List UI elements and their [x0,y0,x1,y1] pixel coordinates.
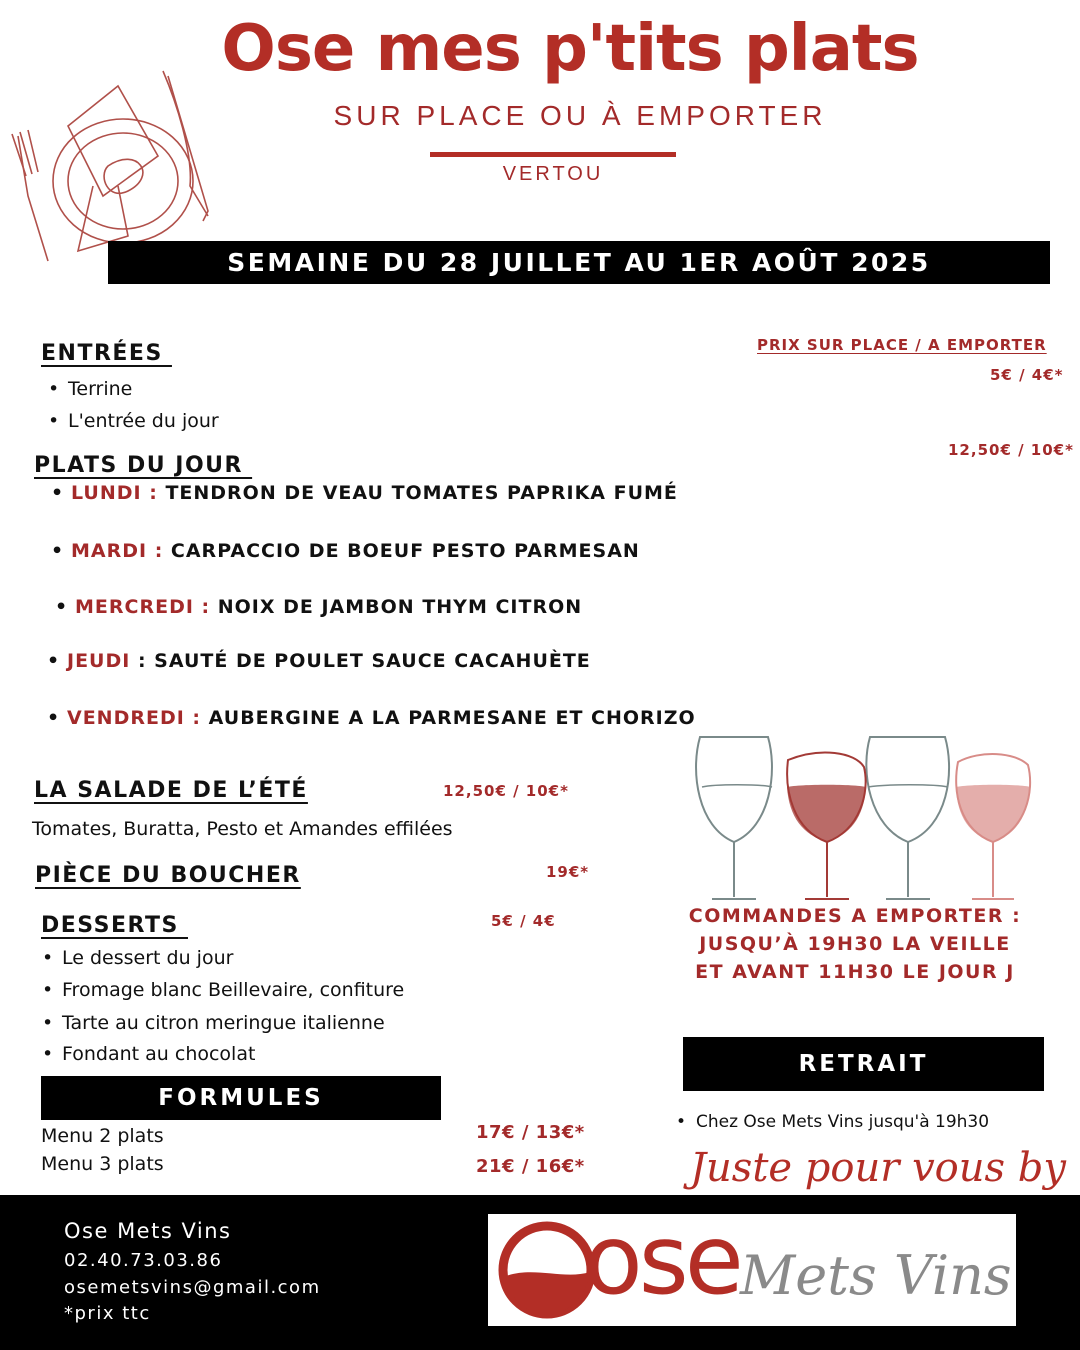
formule-label: Menu 2 plats [41,1125,164,1147]
footer-name: Ose Mets Vins [64,1219,232,1243]
day-dish: NOIX DE JAMBON THYM CITRON [210,596,583,618]
day-dish: AUBERGINE A LA PARMESANE ET CHORIZO [201,707,696,729]
day-wednesday [75,596,582,618]
boucher-heading: PIÈCE DU BOUCHER [35,863,301,888]
formules-heading: FORMULES [158,1085,324,1111]
entrees-price: 5€ / 4€* [990,366,1064,384]
plats-price: 12,50€ / 10€* [948,441,1074,459]
day-label: VENDREDI : [67,707,202,729]
day-label: JEUDI [67,650,131,672]
footer-note: *prix ttc [64,1303,151,1324]
day-friday [67,707,696,729]
formule-price: 17€ / 13€* [476,1122,585,1143]
day-label: LUNDI : [71,482,158,504]
tagline-script: Juste pour vous by [690,1145,1066,1191]
day-monday [71,482,678,504]
day-tuesday [71,540,640,562]
salade-heading: LA SALADE DE L’ÉTÉ [34,778,308,803]
day-label: MERCREDI : [75,596,211,618]
takeaway-line: JUSQU’À 19H30 LA VEILLE [699,933,1011,955]
footer-phone: 02.40.73.03.86 [64,1250,223,1271]
page-title: Ose mes p'tits plats [221,12,919,86]
day-label: MARDI : [71,540,164,562]
formule-price: 21€ / 16€* [476,1156,585,1177]
wine-glasses-illustration [690,732,1040,902]
dessert-item: • Tarte au citron meringue italienne [62,1012,385,1034]
footer-email: osemetsvins@gmail.com [64,1277,321,1298]
brand-logo [488,1204,1016,1326]
entree-item: • L'entrée du jour [68,410,219,432]
retrait-heading: RETRAIT [798,1051,929,1077]
salade-description: Tomates, Buratta, Pesto et Amandes effilées [32,818,453,840]
day-dish: TENDRON DE VEAU TOMATES PAPRIKA FUMÉ [157,482,678,504]
formule-label: Menu 3 plats [41,1153,164,1175]
takeaway-notice [660,902,1050,986]
salade-price: 12,50€ / 10€* [443,782,569,800]
title-divider [430,152,676,157]
day-dish: : SAUTÉ DE POULET SAUCE CACAHUÈTE [130,650,591,672]
takeaway-line: ET AVANT 11H30 LE JOUR J [695,961,1015,983]
dessert-item: • Le dessert du jour [62,947,233,969]
day-dish: CARPACCIO DE BOEUF PESTO PARMESAN [163,540,640,562]
price-header: PRIX SUR PLACE / A EMPORTER [757,336,1047,354]
week-text: SEMAINE DU 28 JUILLET AU 1ER AOÛT 2025 [227,248,931,277]
desserts-heading: DESSERTS [41,913,188,938]
day-thursday [67,650,591,672]
logo-ose-text: ose [584,1204,740,1316]
dessert-item: • Fondant au chocolat [62,1043,255,1065]
entree-item: • Terrine [68,378,132,400]
retrait-banner [683,1037,1044,1091]
week-banner [108,241,1050,284]
retrait-item: • Chez Ose Mets Vins jusqu'à 19h30 [696,1112,989,1132]
desserts-price: 5€ / 4€ [491,912,556,930]
dessert-item: • Fromage blanc Beillevaire, confiture [62,979,404,1001]
plats-heading: PLATS DU JOUR [34,453,253,478]
entrees-heading: ENTRÉES [41,341,172,366]
formules-banner [41,1076,441,1120]
city-label: VERTOU [502,163,604,185]
logo-mets-vins-text: Mets Vins [740,1244,1012,1307]
boucher-price: 19€* [546,863,590,881]
takeaway-line: COMMANDES A EMPORTER : [688,905,1022,927]
page-subtitle: SUR PLACE OU À EMPORTER [333,100,827,131]
